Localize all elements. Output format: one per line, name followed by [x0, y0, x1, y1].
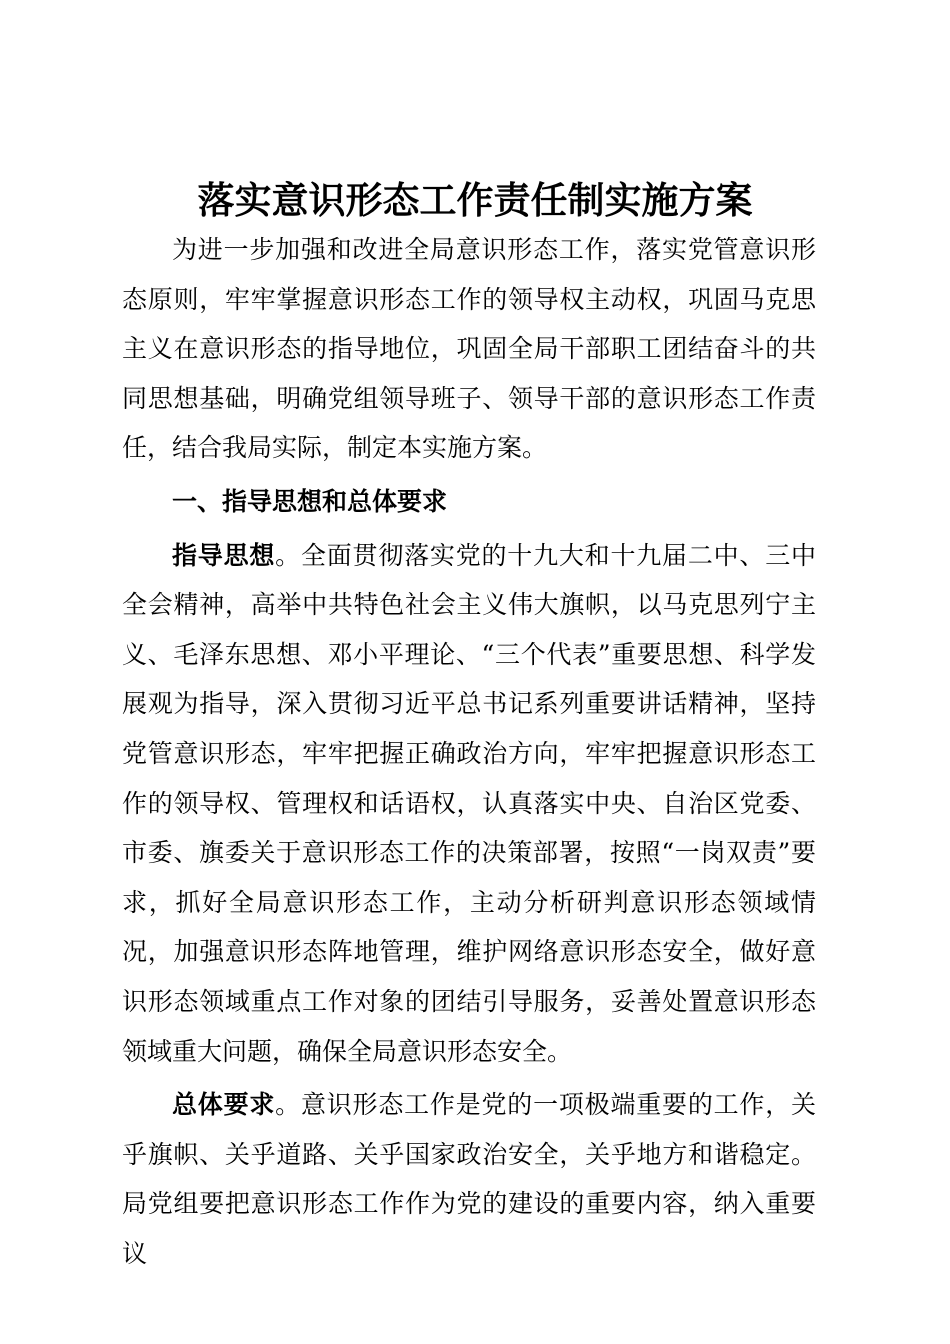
- guiding-paragraph: [122, 531, 816, 1077]
- document-body: [122, 225, 816, 1278]
- document-title: 落实意识形态工作责任制实施方案: [197, 178, 753, 222]
- guiding-text: 。全面贯彻落实党的十九大和十九届二中、三中全会精神，高举中共特色社会主义伟大旗帜，以马克思列宁主义、毛泽东思想、邓小平理论、“三个代表”重要思想、科学发展观为指导，深入贯彻习近平总书记系列重要讲话精神，坚持党管意识形态，牢牢把握正确政治方向，牢牢把握意识形态工作的领导权、管理权和话语权，认真落实中央、自治区党委、市委、旗委关于意识形态工作的决策部署，按照“一岗双责”要求，抓好全局意识形态工作，主动分析研判意识形态领域情况，加强意识形态阵地管理，维护网络意识形态安全，做好意识形态领域重点工作对象的团结引导服务，妥善处置意识形态领域重大问题，确保全局意识形态安全。: [122, 540, 816, 1066]
- intro-paragraph: 为进一步加强和改进全局意识形态工作，落实党管意识形态原则，牢牢掌握意识形态工作的领导权主动权，巩固马克思主义在意识形态的指导地位，巩固全局干部职工团结奋斗的共同思想基础，明确党组领导班子、领导干部的意识形态工作责任，结合我局实际，制定本实施方案。: [122, 235, 816, 463]
- section-heading: 一、指导思想和总体要求: [172, 486, 448, 516]
- guiding-lead: 指导思想: [172, 540, 276, 570]
- overall-paragraph: [122, 1080, 816, 1278]
- overall-text: 。意识形态工作是党的一项极端重要的工作，关乎旗帜、关乎道路、关乎国家政治安全，关乎地方和谐稳定。局党组要把意识形态工作作为党的建设的重要内容，纳入重要议: [122, 1090, 816, 1268]
- overall-lead: 总体要求: [172, 1090, 276, 1120]
